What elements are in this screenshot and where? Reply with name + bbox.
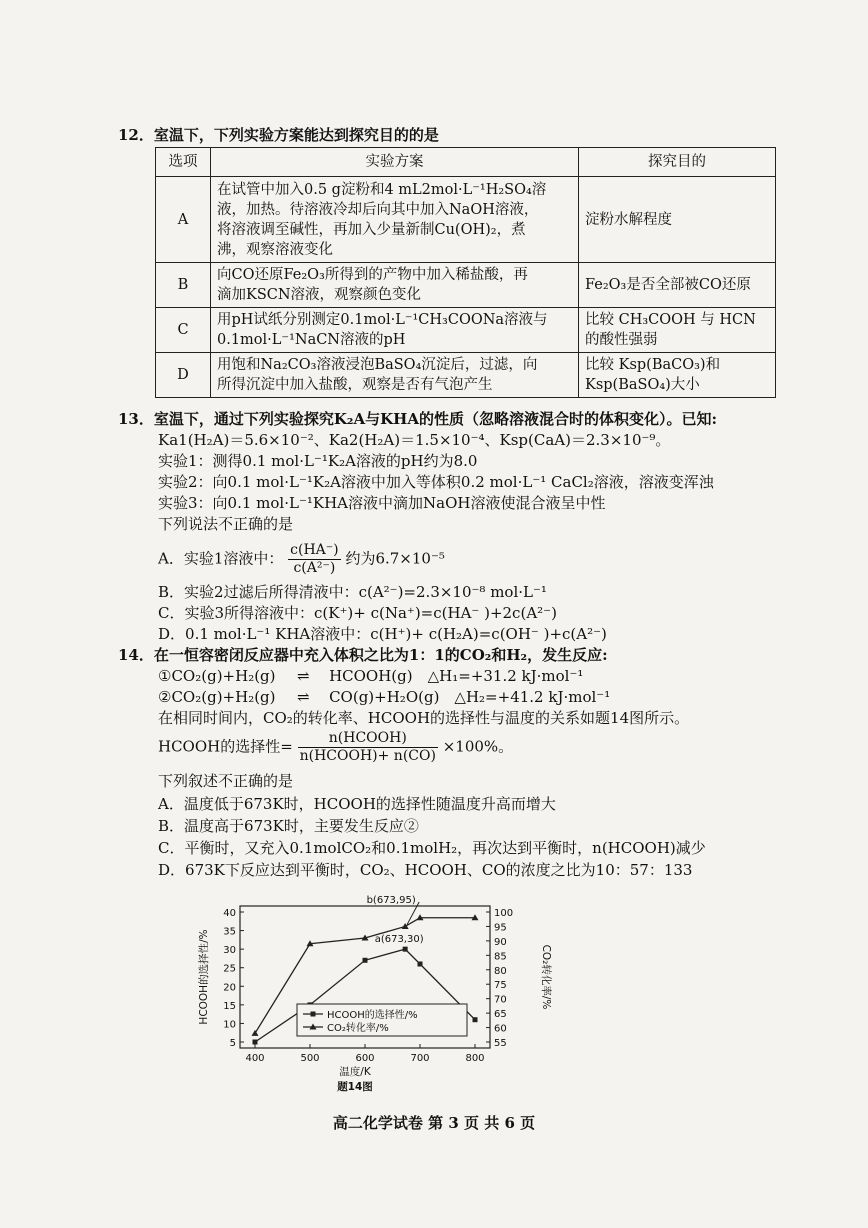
y2-tick-label: 55	[494, 1038, 507, 1049]
q13-option-a	[158, 542, 445, 582]
q14-reaction-1	[158, 666, 583, 686]
reaction-1-products: HCOOH(g) △H₁=+31.2 kJ·mol⁻¹	[329, 667, 584, 685]
legend-label: CO₂转化率/%	[327, 1023, 389, 1034]
data-point	[363, 958, 368, 963]
row-option: B	[156, 263, 211, 308]
q12-stem: 12．室温下，下列实验方案能达到探究目的的是	[118, 126, 439, 144]
y-tick-label: 40	[223, 908, 236, 919]
reaction-2-products: CO(g)+H₂O(g) △H₂=+41.2 kJ·mol⁻¹	[329, 688, 611, 706]
row-option: C	[156, 308, 211, 353]
fraction-numerator: n(HCOOH)	[298, 730, 438, 748]
table-row	[156, 353, 776, 398]
plan-line: 所得沉淀中加入盐酸，观察是否有气泡产生	[217, 377, 493, 393]
row-plan	[211, 263, 579, 308]
q13-option-d: D．0.1 mol·L⁻¹ KHA溶液中：c(H⁺)+ c(H₂A)=c(OH⁻ )+c(A²⁻)	[158, 625, 607, 643]
figure-14-chart	[185, 892, 565, 1092]
q14-ask: 下列叙述不正确的是	[158, 772, 294, 790]
table-row	[156, 308, 776, 353]
y-tick-label: 15	[223, 1000, 236, 1012]
q13-exp1: 实验1：测得0.1 mol·L⁻¹K₂A溶液的pH约为8.0	[158, 452, 478, 470]
q14-selectivity-formula	[158, 730, 513, 770]
plan-line: 滴加KSCN溶液，观察颜色变化	[217, 287, 422, 303]
plan-line: 向CO还原Fe₂O₃所得到的产物中加入稀盐酸，再	[217, 267, 528, 283]
y2-tick-label: 60	[494, 1023, 507, 1035]
y2-tick-label: 70	[494, 994, 507, 1006]
y2-axis-label: CO₂转化率/%	[540, 944, 552, 1010]
q14-option-d: D．673K下反应达到平衡时，CO₂、HCOOH、CO的浓度之比为10：57：133	[158, 861, 693, 879]
data-point	[473, 1017, 478, 1022]
header-plan: 实验方案	[211, 148, 579, 177]
legend-label: HCOOH的选择性/%	[327, 1010, 418, 1021]
row-plan	[211, 353, 579, 398]
row-option: D	[156, 353, 211, 398]
fraction-numerator: c(HA⁻)	[290, 542, 339, 558]
data-point	[418, 962, 423, 967]
aim-line: 的酸性强弱	[585, 332, 658, 348]
y2-tick-label: 100	[494, 908, 514, 919]
q14-stem: 14．在一恒容密闭反应器中充入体积之比为1：1的CO₂和H₂，发生反应:	[118, 646, 608, 664]
y2-tick-label: 85	[494, 951, 507, 963]
q13-option-c: C．实验3所得溶液中：c(K⁺)+ c(Na⁺)=c(HA⁻ )+2c(A²⁻)	[158, 604, 557, 622]
table-row	[156, 177, 776, 263]
table-row	[156, 263, 776, 308]
y-tick-label: 10	[223, 1019, 236, 1031]
figure-caption: 题14图	[337, 1081, 373, 1092]
x-axis-label: 温度/K	[339, 1066, 371, 1078]
x-tick-label: 700	[410, 1053, 430, 1064]
q13-exp3: 实验3：向0.1 mol·L⁻¹KHA溶液中滴加NaOH溶液使混合液呈中性	[158, 494, 606, 512]
y2-tick-label: 65	[494, 1009, 507, 1021]
x-tick-label: 800	[465, 1053, 485, 1064]
q13-known: Ka1(H₂A)＝5.6×10⁻²、Ka2(H₂A)＝1.5×10⁻⁴、Ksp(CaA)＝2.3×10⁻⁹。	[158, 431, 671, 449]
q14-option-a: A．温度低于673K时，HCOOH的选择性随温度升高而增大	[158, 795, 556, 813]
header-option: 选项	[156, 148, 211, 177]
page-footer: 高二化学试卷 第 3 页 共 6 页	[332, 1114, 536, 1132]
data-point	[252, 1030, 259, 1036]
plan-line: 用饱和Na₂CO₃溶液浸泡BaSO₄沉淀后，过滤，向	[217, 357, 538, 373]
row-aim	[579, 308, 776, 353]
q14-option-c: C．平衡时，又充入0.1molCO₂和0.1molH₂，再次达到平衡时，n(HCOOH)减少	[158, 839, 706, 857]
equilibrium-arrow-icon: ⇌	[297, 688, 308, 706]
y2-tick-label: 95	[494, 922, 507, 934]
aim-line: 淀粉水解程度	[585, 211, 672, 228]
option-a-suffix: 约为6.7×10⁻⁵	[345, 549, 445, 568]
y-tick-label: 35	[223, 926, 236, 938]
row-aim	[579, 353, 776, 398]
aim-line: 比较 CH₃COOH 与 HCN	[585, 312, 756, 328]
aim-line: 比较 Ksp(BaCO₃)和	[585, 357, 721, 373]
row-plan	[211, 177, 579, 263]
aim-line: Fe₂O₃是否全部被CO还原	[585, 277, 751, 293]
q14-option-b: B．温度高于673K时，主要发生反应②	[158, 817, 419, 835]
x-tick-label: 400	[245, 1053, 265, 1064]
q13-exp2: 实验2：向0.1 mol·L⁻¹K₂A溶液中加入等体积0.2 mol·L⁻¹ CaCl₂溶液，溶液变浑浊	[158, 473, 714, 491]
annotation-b: b(673,95)	[366, 895, 416, 906]
q14-description: 在相同时间内，CO₂的转化率、HCOOH的选择性与温度的关系如题14图所示。	[158, 709, 690, 727]
q14-reaction-2	[158, 687, 610, 707]
row-aim	[579, 177, 776, 263]
data-point	[253, 1040, 258, 1045]
fraction-denominator: n(HCOOH)+ n(CO)	[299, 748, 436, 764]
legend-marker	[311, 1012, 316, 1017]
q13-ask: 下列说法不正确的是	[158, 515, 294, 533]
q13-stem: 13．室温下，通过下列实验探究K₂A与KHA的性质（忽略溶液混合时的体积变化）。已知:	[118, 410, 718, 428]
plan-line: 液，加热。待溶液冷却后向其中加入NaOH溶液，	[217, 201, 539, 218]
y-axis-label: HCOOH的选择性/%	[198, 929, 210, 1025]
row-option: A	[156, 177, 211, 263]
y2-tick-label: 75	[494, 980, 507, 992]
y-tick-label: 30	[223, 945, 236, 957]
row-plan	[211, 308, 579, 353]
annotation-a: a(673,30)	[374, 934, 424, 946]
option-a-fraction	[288, 542, 340, 577]
plan-line: 0.1mol·L⁻¹NaCN溶液的pH	[217, 332, 406, 348]
selectivity-fraction	[298, 730, 438, 765]
fraction-denominator: c(A²⁻)	[293, 560, 336, 576]
y-tick-label: 25	[223, 963, 236, 975]
plan-line: 将溶液调至碱性，再加入少量新制Cu(OH)₂，煮	[217, 221, 526, 238]
plan-line: 在试管中加入0.5 g淀粉和4 mL2mol·L⁻¹H₂SO₄溶	[217, 181, 547, 198]
table-header-row	[156, 148, 776, 177]
q12-table	[155, 147, 776, 398]
reaction-2-reactants: ②CO₂(g)+H₂(g)	[158, 688, 276, 706]
formula-prefix: HCOOH的选择性=	[158, 737, 293, 756]
y2-tick-label: 90	[494, 936, 507, 948]
aim-line: Ksp(BaSO₄)大小	[585, 377, 700, 393]
plan-line: 沸，观察溶液变化	[217, 241, 333, 258]
formula-suffix: ×100%。	[442, 737, 514, 756]
y-tick-label: 20	[223, 982, 236, 994]
reaction-1-reactants: ①CO₂(g)+H₂(g)	[158, 667, 276, 685]
x-tick-label: 600	[355, 1053, 375, 1064]
x-tick-label: 500	[300, 1053, 320, 1064]
row-aim	[579, 263, 776, 308]
option-a-prefix: A．实验1溶液中：	[158, 549, 284, 568]
header-aim: 探究目的	[579, 148, 776, 177]
plan-line: 用pH试纸分别测定0.1mol·L⁻¹CH₃COONa溶液与	[217, 312, 548, 328]
y-tick-label: 5	[229, 1038, 236, 1049]
q13-option-b: B．实验2过滤后所得清液中：c(A²⁻)=2.3×10⁻⁸ mol·L⁻¹	[158, 583, 547, 601]
equilibrium-arrow-icon: ⇌	[297, 667, 308, 685]
y2-tick-label: 80	[494, 965, 507, 977]
data-point	[403, 947, 408, 952]
